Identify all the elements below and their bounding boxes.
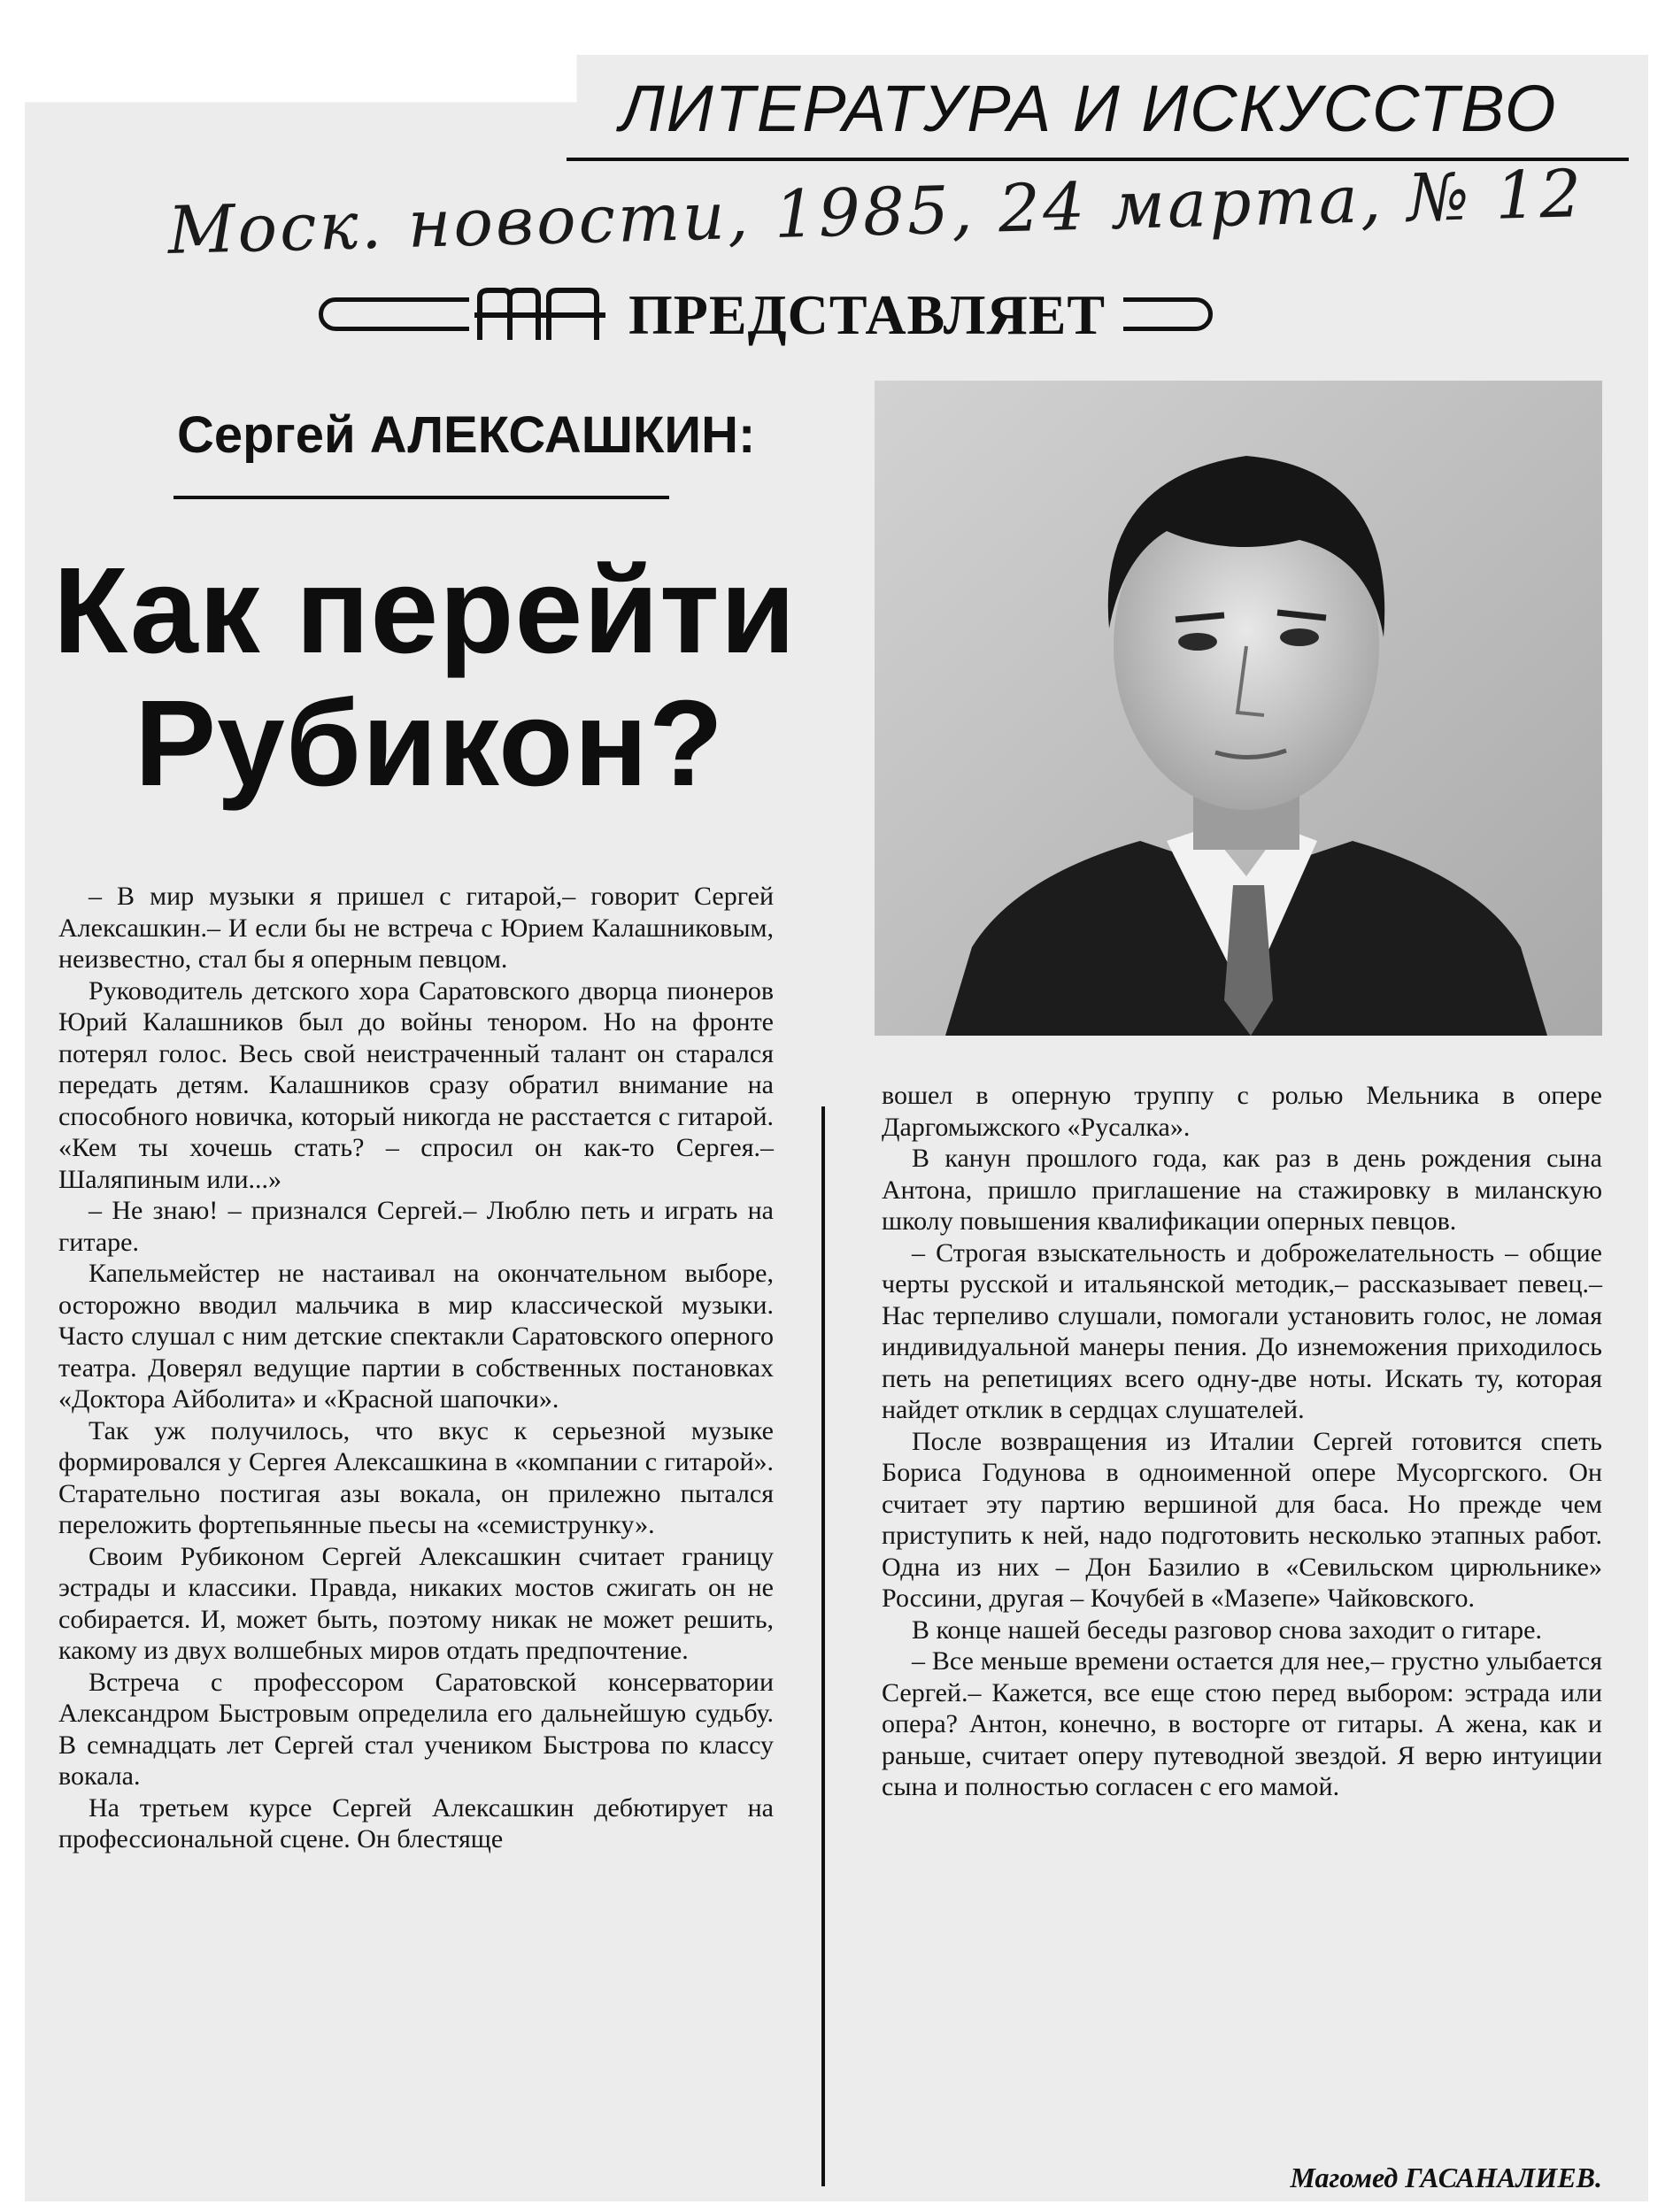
headline-line-2: Рубикон? bbox=[135, 675, 725, 812]
paragraph: Капельмейстер не настаивал на окончательном выборе, осторожно вводил мальчика в мир классической музыки. Часто слушал с ним детские спектакли Саратовского оперного театра. Доверял ведущие партии в собственных постановках «Доктора Айболита» и «Красной шапочки». bbox=[58, 1259, 774, 1414]
paragraph: Своим Рубиконом Сергей Алексашкин считает границу эстрады и классики. Правда, никаких мостов сжигать он не собирается. И, может быть, поэтому никак не может решить, какому из двух волшебных миров отдать предпочтение. bbox=[58, 1541, 774, 1665]
section-header bbox=[567, 64, 1629, 161]
article-headline bbox=[53, 544, 850, 810]
featured-person-name: Сергей АЛЕКСАШКИН: bbox=[177, 406, 756, 464]
paragraph: Так уж получилось, что вкус к серьезной музыке формировался у Сергея Алексашкина в «компании с гитарой». Старательно постигая азы вокала, он прилежно пытался переложить фортепьянные пьесы на «семиструнку». bbox=[58, 1415, 774, 1539]
paragraph: В канун прошлого года, как раз в день рождения сына Антона, пришло приглашение на стажировку в миланскую школу повышения квалификации оперных певцов. bbox=[882, 1144, 1602, 1236]
column-divider bbox=[821, 1106, 825, 2186]
headline-line-1: Как перейти bbox=[53, 543, 797, 679]
article-column-right bbox=[882, 1080, 1602, 1803]
paragraph: вошел в оперную труппу с ролью Мельника в опере Даргомыжского «Русалка». bbox=[882, 1081, 1602, 1142]
article-column-left bbox=[58, 881, 774, 1855]
paragraph: Встреча с профессором Саратовской консерватории Александром Быстровым определила его дальнейшую судьбу. В семнадцать лет Сергей стал учеником Быстрова по классу вокала. bbox=[58, 1667, 774, 1791]
rubric-banner bbox=[319, 281, 1213, 349]
paragraph: – Все меньше времени остается для нее,– грустно улыбается Сергей.– Кажется, все еще стою перед выбором: эстрада или опера? Антон, конечно, в восторге от гитары. А жена, как и раньше, считает оперу путеводной звездой. Я верю интуиции сына и полностью согласен с его мамой. bbox=[882, 1646, 1602, 1801]
paragraph: – Не знаю! – признался Сергей.– Люблю петь и играть на гитаре. bbox=[58, 1196, 774, 1257]
handwritten-source-note: Моск. новости, 1985, 24 марта, № 12 bbox=[166, 156, 1585, 269]
paragraph: – В мир музыки я пришел с гитарой,– говорит Сергей Алексашкин.– И если бы не встреча с Юрием Калашниковым, неизвестно, стал бы я оперным певцом. bbox=[58, 882, 774, 974]
rubric-label: ПРЕДСТАВЛЯЕТ bbox=[611, 281, 1123, 349]
byline-underline bbox=[173, 496, 669, 499]
mn-logo bbox=[469, 281, 611, 349]
paragraph: На третьем курсе Сергей Алексашкин дебютирует на профессиональной сцене. Он блестяще bbox=[58, 1792, 774, 1854]
portrait-photo bbox=[875, 381, 1602, 1036]
section-title: ЛИТЕРАТУРА И ИСКУССТВО bbox=[620, 72, 1558, 145]
paragraph: В конце нашей беседы разговор снова заходит о гитаре. bbox=[912, 1615, 1542, 1645]
paragraph: Руководитель детского хора Саратовского дворца пионеров Юрий Калашников был до войны тенором. Но на фронте потерял голос. Весь свой неистраченный талант он старался передать детям. Калашников сразу обратил внимание на способного новичка, который никогда не расстается с гитарой. «Кем ты хочешь стать? – спросил он как-то Сергея.– Шаляпиным или...» bbox=[58, 975, 774, 1194]
paragraph: После возвращения из Италии Сергей готовится спеть Бориса Годунова в одноименной опере Мусоргского. Он считает эту партию вершиной для баса. Но прежде чем приступить к ней, надо подготовить несколько этапных работ. Одна из них – Дон Базилио в «Севильском цирюльнике» Россини, другая – Кочубей в «Мазепе» Чайковского. bbox=[882, 1426, 1602, 1613]
article-author: Магомед ГАСАНАЛИЕВ. bbox=[1290, 2162, 1602, 2193]
paragraph: – Строгая взыскательность и доброжелательность – общие черты русской и итальянской методик,– рассказывает певец.– Нас терпеливо слушали, помогали установить голос, не ломая индивидуальной манеры пения. До изнеможения приходилось петь на репетициях всего одну-две ноты. Искать ту, которая найдет отклик в сердцах слушателей. bbox=[882, 1237, 1602, 1424]
